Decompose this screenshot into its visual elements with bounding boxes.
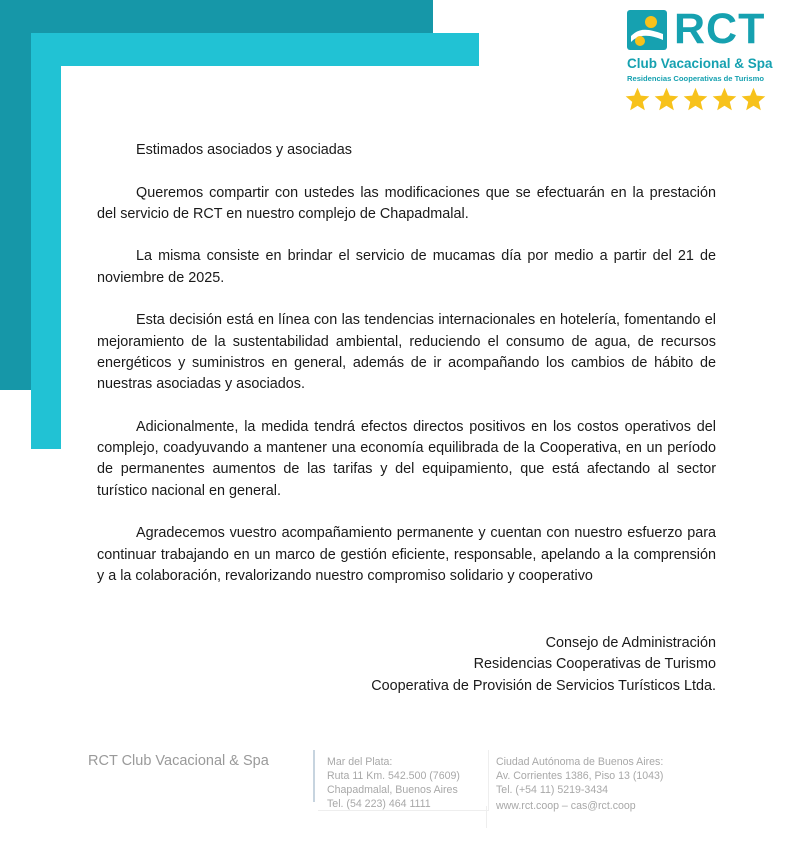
footer-web-link[interactable]: www.rct.coop – cas@rct.coop [496, 800, 636, 812]
logo-subtitle: Club Vacacional & Spa [627, 56, 773, 71]
footer-mar-del-plata [327, 755, 460, 811]
paragraph: Queremos compartir con ustedes las modificaciones que se efectuarán en la prestación del servicio de RCT en nuestro complejo de Chapadmalal. [97, 184, 716, 222]
paragraph: La misma consiste en brindar el servicio de mucamas día por medio a partir del 21 de noviembre de 2025. [97, 248, 716, 286]
footer-phone: Tel. (54 223) 464 1111 [327, 798, 431, 810]
footer-brand: RCT Club Vacacional & Spa [88, 753, 269, 769]
star-icon [624, 86, 651, 113]
signature-line: Residencias Cooperativas de Turismo [473, 656, 716, 673]
footer-heading: Ciudad Autónoma de Buenos Aires: [496, 756, 664, 768]
logo-tagline: Residencias Cooperativas de Turismo [627, 74, 765, 83]
star-icon [711, 86, 738, 113]
letter-body [97, 140, 716, 609]
rct-logo [624, 5, 774, 120]
signature-line: Cooperativa de Provisión de Servicios Turísticos Ltda. [371, 677, 716, 694]
footer-city: Chapadmalal, Buenos Aires [327, 784, 458, 796]
star-icon [653, 86, 680, 113]
footer-phone: Tel. (+54 11) 5219-3434 [496, 784, 608, 796]
footer-address: Ruta 11 Km. 542.500 (7609) [327, 770, 460, 782]
footer-rule [486, 806, 487, 828]
footer-address: Av. Corrientes 1386, Piso 13 (1043) [496, 770, 664, 782]
paragraph: Agradecemos vuestro acompañamiento permanente y cuentan con nuestro esfuerzo para continuar trabajando en un marco de gestión eficiente, responsable, apelando a la comprensión y a la colaboración, revalorizando nuestro compromiso solidario y cooperativo [97, 525, 716, 584]
footer-divider [313, 750, 315, 802]
star-icon [740, 86, 767, 113]
signature-line: Consejo de Administración [545, 635, 716, 651]
paragraph: Adicionalmente, la medida tendrá efectos directos positivos en los costos operativos del complejo, coadyuvando a mantener una economía equilibrada de la Cooperativa, en un período de permanentes aumentos de las tarifas y del equipamiento, que está afectando al sector turístico nacional en general. [97, 418, 716, 499]
footer-heading: Mar del Plata: [327, 756, 393, 768]
sun-wave-logo-icon [627, 10, 667, 50]
salutation: Estimados asociados y asociadas [136, 142, 352, 158]
footer-caba [496, 755, 663, 813]
star-icon [682, 86, 709, 113]
logo-brand: RCT [674, 5, 766, 53]
rating-stars [624, 86, 767, 113]
signature-block [371, 633, 716, 697]
paragraph: Esta decisión está en línea con las tendencias internacionales en hotelería, fomentando el mejoramiento de la sustentabilidad ambiental, reduciendo el consumo de agua, de recursos energéticos y suministros en general, además de ir acompañando los cambios de hábito de nuestras asociadas y asociados. [97, 312, 716, 393]
